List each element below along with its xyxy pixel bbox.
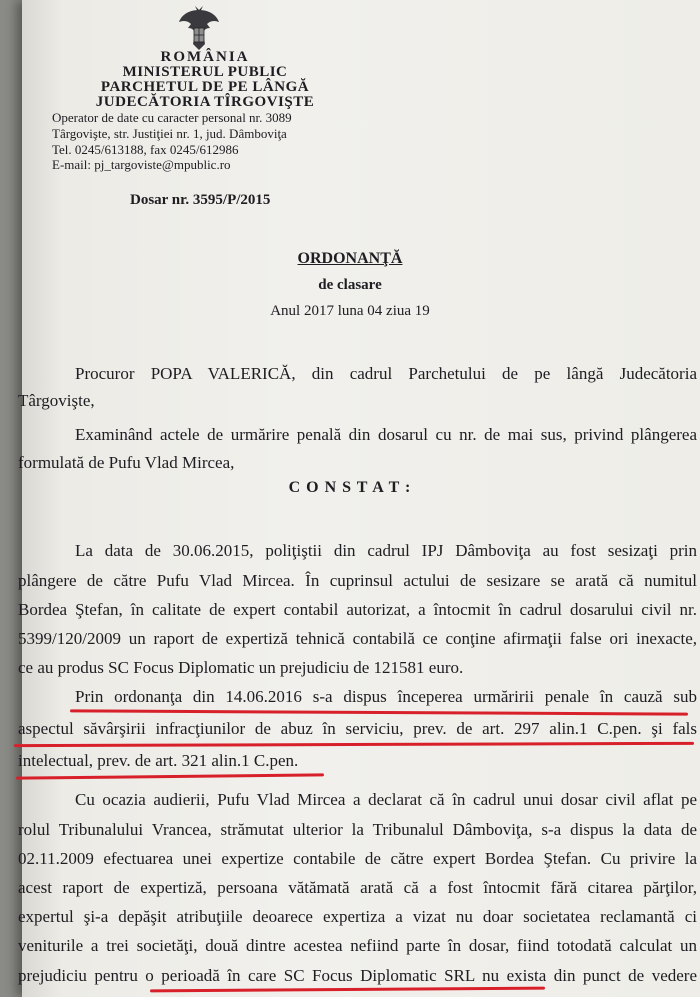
paragraph-1-line: plângere de către Pufu Vlad Mircea. În cuprinsul actului de sesizare se arată că numitul [18,571,697,590]
intro-line: Târgovişte, [18,391,95,410]
intro-line: formulată de Pufu Vlad Mircea, [18,453,235,472]
header-phone: Tel. 0245/613188, fax 0245/612986 [52,142,239,157]
paragraph-1-line: 5399/120/2009 un raport de expertiză tehnică contabilă ce conţine afirmaţii false ori inexacte, [18,629,697,648]
paragraph-3-line: prejudiciu pentru o perioadă în care SC Focus Diplomatic SRL nu exista din punct de vedere [18,966,697,985]
document-title: ORDONANŢĂ [297,250,403,267]
header-country: ROMÂNIA [160,49,250,65]
header-office-line-2: JUDECĂTORIA TÎRGOVIŞTE [95,94,315,110]
paragraph-3-line: expertul şi-a depăşit atribuţiile deoarece expertiza a vizat nu doar societatea reclamantă ci [18,907,697,926]
paragraph-3-line: acest raport de expertiză, persoana vătămată arată că a fost întocmit fără citarea părţilor, [18,878,697,897]
header-ministry: MINISTERUL PUBLIC [122,64,288,80]
paragraph-1-line: Bordea Ştefan, în calitate de expert contabil autorizat, a întocmit în cadrul dosarului civil nr. [18,600,697,619]
paragraph-2-line: aspectul săvârşirii infracţiunilor de abuz în serviciu, prev. de art. 297 alin.1 C.pen. şi fals [18,719,697,738]
file-number: Dosar nr. 3595/P/2015 [130,192,271,208]
paragraph-1-line: La data de 30.06.2015, poliţiştii din cadrul IPJ Dâmboviţa au fost sesizaţi prin [75,541,697,560]
header-office-line-1: PARCHETUL DE PE LÂNGĂ [100,79,310,95]
paragraph-3-line: rolul Tribunalului Vrancea, strămutat ulterior la Tribunalul Dâmboviţa, s-a dispus la data de [18,820,697,839]
paragraph-2-line: intelectual, prev. de art. 321 alin.1 C.pen. [18,751,299,770]
paragraph-3-line: veniturile a trei societăţi, două dintre acestea nefiind parte în dosar, fiind totodată calculat un [18,936,697,955]
intro-line: Procuror POPA VALERICĂ, din cadrul Parchetului de pe lângă Judecătoria [75,364,697,383]
paragraph-1-line: ce au produs SC Focus Diplomatic un prejudiciu de 121581 euro. [18,658,464,677]
header-operator: Operator de date cu caracter personal nr. 3089 [52,110,292,125]
paragraph-3-line: Cu ocazia audierii, Pufu Vlad Mircea a declarat că în cadrul unui dosar civil aflat pe [75,790,697,809]
document-subtitle: de clasare [318,277,382,293]
paragraph-3-line: 02.11.2009 efectuarea unei expertize contabile de către expert Bordea Ştefan. Cu privire la [18,849,697,868]
document-date: Anul 2017 luna 04 ziua 19 [270,303,430,319]
section-heading-constat: C O N S T A T : [288,479,412,496]
coat-of-arms-icon [176,4,222,52]
intro-line: Examinând actele de urmărire penală din dosarul cu nr. de mai sus, privind plângerea [75,425,697,444]
paragraph-2-line: Prin ordonanţa din 14.06.2016 s-a dispus începerea urmăririi penale în cauză sub [75,687,697,706]
header-address: Târgovişte, str. Justiţiei nr. 1, jud. Dâmboviţa [52,126,287,141]
header-email: E-mail: pj_targoviste@mpublic.ro [52,157,231,172]
